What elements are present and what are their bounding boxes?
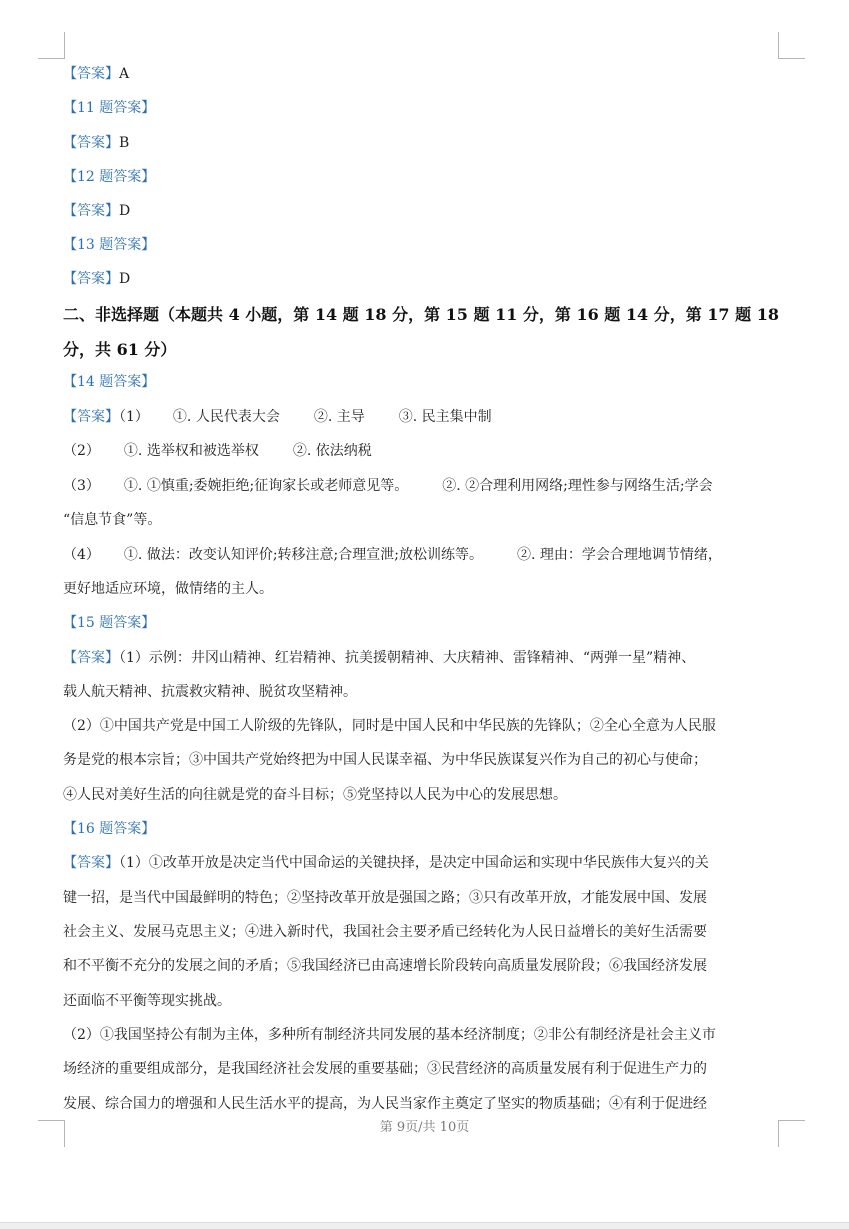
q16-line5: 还面临不平衡等现实挑战。 xyxy=(63,993,231,1009)
q16-line8: 发展、综合国力的增强和人民生活水平的提高，为人民当家作主奠定了坚实的物质基础；④有利于促进经 xyxy=(63,1096,707,1112)
q13-tag: 【13 题答案】 xyxy=(63,237,156,253)
answer-item: ②. 主导 xyxy=(313,409,365,425)
q11-tag: 【11 题答案】 xyxy=(63,100,156,116)
answer-item: ①. 选举权和被选举权 xyxy=(123,443,259,459)
q14-part4-cont: 更好地适应环境，做情绪的主人。 xyxy=(63,581,273,597)
q16-line6: （2）①我国坚持公有制为主体，多种所有制经济共同发展的基本经济制度；②非公有制经济是社会主义市 xyxy=(63,1027,716,1043)
answer-tag: 【答案】 xyxy=(63,203,119,219)
answer-item: ③. 民主集中制 xyxy=(398,409,492,425)
q16-tag: 【16 题答案】 xyxy=(63,821,156,837)
crop-mark-top-left xyxy=(38,32,65,59)
question-answer-tag xyxy=(63,167,783,187)
q16-line7: 场经济的重要组成部分，是我国经济社会发展的重要基础；③民营经济的高质量发展有利于促进生产力的 xyxy=(63,1061,707,1077)
answer-text: （1）①改革开放是决定当代中国命运的关键抉择，是决定中国命运和实现中华民族伟大复兴的关 xyxy=(119,855,709,871)
q14-part2 xyxy=(63,441,783,461)
section-heading: 二、非选择题（本题共 4 小题，第 14 题 18 分，第 15 题 11 分，第 16 题 14 分，第 17 题 18 xyxy=(63,305,779,324)
answer-text: （1）示例：井冈山精神、红岩精神、抗美援朝精神、大庆精神、雷锋精神、“两弹一星”精神、 xyxy=(119,650,696,666)
q15-line4: 务是党的根本宗旨；③中国共产党始终把为中国人民谋幸福、为中华民族谋复兴作为自己的初心与使命； xyxy=(63,752,707,768)
answer-item: ②. 理由：学会合理地调节情绪， xyxy=(516,547,722,563)
part-number: （2） xyxy=(63,443,100,459)
q15-line5: ④人民对美好生活的向往就是党的奋斗目标；⑤党坚持以人民为中心的发展思想。 xyxy=(63,787,567,803)
answer-item: ①. ①慎重;委婉拒绝;征询家长或老师意见等。 xyxy=(123,478,409,494)
answer-value: B xyxy=(119,135,130,151)
q15-tag: 【15 题答案】 xyxy=(63,615,156,631)
answer-value: D xyxy=(119,271,131,287)
section-heading-cont: 分，共 61 分） xyxy=(63,340,177,359)
answer-tag: 【答案】 xyxy=(63,855,119,871)
q14-part1 xyxy=(63,407,783,427)
answer-line xyxy=(63,64,783,84)
answer-line xyxy=(63,201,783,221)
answer-item: ②. 依法纳税 xyxy=(292,443,372,459)
answer-line xyxy=(63,133,783,153)
q15-line2: 载人航天精神、抗震救灾精神、脱贫攻坚精神。 xyxy=(63,684,357,700)
answer-line xyxy=(63,269,783,289)
q14-tag: 【14 题答案】 xyxy=(63,374,156,390)
q15-heading xyxy=(63,613,783,633)
answer-value: D xyxy=(119,203,131,219)
answer-tag: 【答案】 xyxy=(63,271,119,287)
q16-line2: 键一招，是当代中国最鲜明的特色；②坚持改革开放是强国之路；③只有改革开放，才能发展中国、发展 xyxy=(63,890,707,906)
q16-line3: 社会主义、发展马克思主义；④进入新时代，我国社会主要矛盾已经转化为人民日益增长的美好生活需要 xyxy=(63,924,707,940)
answer-item: ①. 人民代表大会 xyxy=(172,409,280,425)
q16-heading xyxy=(63,819,783,839)
q12-tag: 【12 题答案】 xyxy=(63,169,156,185)
page-number-footer: 第 9页/共 10页 xyxy=(379,1120,470,1135)
answer-tag: 【答案】 xyxy=(63,135,119,151)
question-answer-tag xyxy=(63,235,783,255)
answer-tag: 【答案】 xyxy=(63,650,119,666)
part-number: （3） xyxy=(63,478,100,494)
crop-mark-top-right xyxy=(778,32,805,59)
answer-tag: 【答案】 xyxy=(63,66,119,82)
answer-value: A xyxy=(119,66,130,82)
q14-part3 xyxy=(63,476,783,496)
answer-item: ①. 做法：改变认知评价;转移注意;合理宣泄;放松训练等。 xyxy=(123,547,483,563)
q16-line1 xyxy=(63,853,783,873)
q15-line3: （2）①中国共产党是中国工人阶级的先锋队，同时是中国人民和中华民族的先锋队；②全心全意为人民服 xyxy=(63,718,716,734)
part-number: （4） xyxy=(63,547,100,563)
q15-line1 xyxy=(63,648,783,668)
q16-line4: 和不平衡不充分的发展之间的矛盾；⑤我国经济已由高速增长阶段转向高质量发展阶段；⑥我国经济发展 xyxy=(63,958,707,974)
question-answer-tag xyxy=(63,98,783,118)
part-number: （1） xyxy=(119,409,149,425)
answer-item: ②. ②合理利用网络;理性参与网络生活;学会 xyxy=(442,478,713,494)
q14-part3-cont: “信息节食”等。 xyxy=(63,512,162,528)
q14-part4 xyxy=(63,545,783,565)
q14-heading xyxy=(63,372,783,392)
answer-tag: 【答案】 xyxy=(63,409,119,425)
